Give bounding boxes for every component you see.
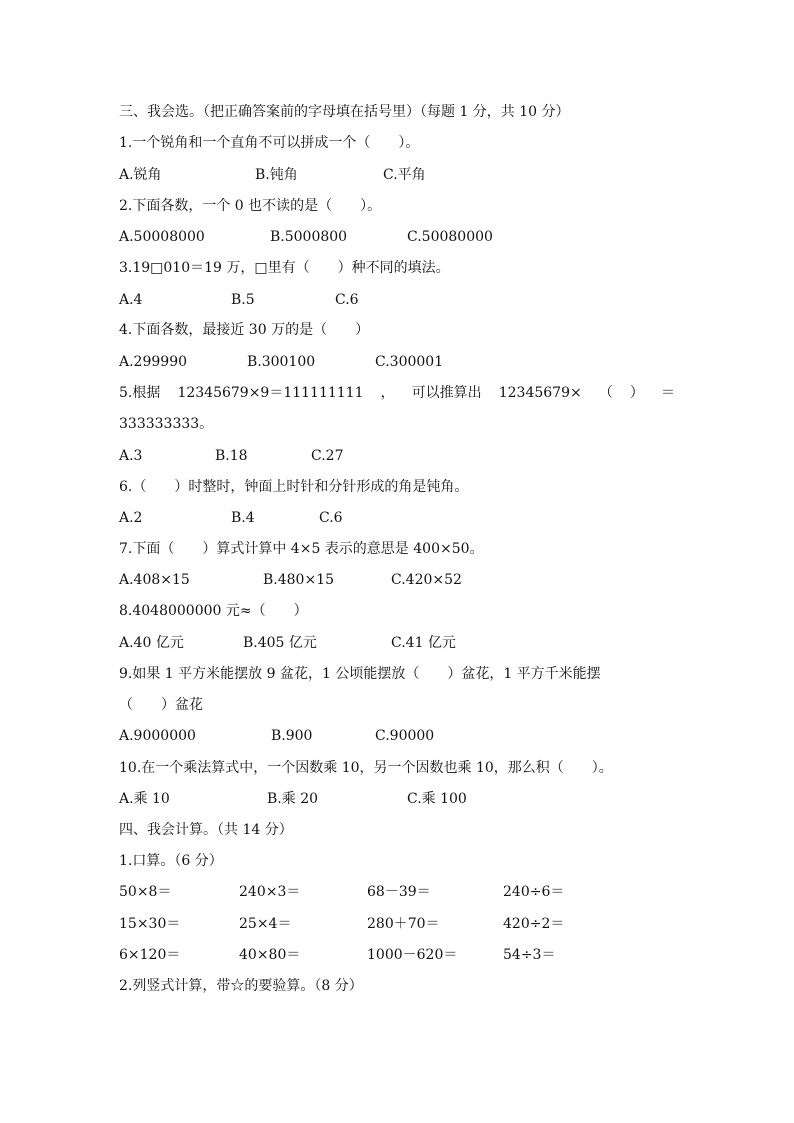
- q3-option-b: B.5: [231, 292, 255, 308]
- question-1-stem: 1.一个锐角和一个直角不可以拼成一个（ ）。: [119, 135, 420, 151]
- q6-option-b: B.4: [231, 510, 255, 526]
- q1-option-c: C.平角: [383, 167, 426, 183]
- q3-option-a: A.4: [119, 292, 143, 308]
- q6-option-a: A.2: [119, 510, 143, 526]
- q1-option-b: B.钝角: [255, 167, 298, 183]
- q4-option-c: C.300001: [375, 354, 444, 370]
- q10-option-a: A.乘 10: [119, 791, 170, 807]
- q5-stem-part: ，: [380, 385, 395, 401]
- q5-option-b: B.18: [215, 448, 248, 464]
- q1-option-a: A.锐角: [119, 167, 162, 183]
- oral-calc-item: 54÷3＝: [503, 947, 556, 963]
- oral-calc-item: 15×30＝: [119, 916, 181, 932]
- q7-option-b: B.480×15: [263, 572, 335, 588]
- oral-calc-item: 420÷2＝: [503, 916, 565, 932]
- q2-option-a: A.50008000: [119, 229, 205, 245]
- q9-option-c: C.90000: [375, 728, 435, 744]
- oral-calc-title: 1.口算。（6 分）: [119, 853, 223, 869]
- oral-calc-item: 6×120＝: [119, 947, 181, 963]
- q5-option-c: C.27: [311, 448, 344, 464]
- q4-option-b: B.300100: [247, 354, 316, 370]
- q7-option-a: A.408×15: [119, 572, 190, 588]
- q8-option-c: C.41 亿元: [391, 635, 456, 651]
- q9-option-a: A.9000000: [119, 728, 196, 744]
- q2-option-b: B.5000800: [270, 229, 348, 245]
- vertical-calc-title: 2.列竖式计算，带☆的要验算。（8 分）: [119, 978, 363, 994]
- q4-option-a: A.299990: [119, 354, 188, 370]
- question-3-stem: 3.19□010＝19 万，□里有（ ）种不同的填法。: [119, 260, 450, 276]
- section-4-heading: 四、我会计算。（共 14 分）: [119, 822, 293, 838]
- oral-calc-item: 50×8＝: [119, 884, 172, 900]
- q8-option-a: A.40 亿元: [119, 635, 184, 651]
- q5-stem-part: 5.根据: [119, 385, 161, 401]
- q7-option-c: C.420×52: [391, 572, 462, 588]
- question-7-stem: 7.下面（ ）算式计算中 4×5 表示的意思是 400×50。: [119, 541, 484, 557]
- question-6-stem: 6.（ ）时整时，钟面上时针和分针形成的角是钝角。: [119, 479, 469, 495]
- question-2-stem: 2.下面各数，一个 0 也不读的是（ ）。: [119, 198, 382, 214]
- oral-calc-item: 25×4＝: [239, 916, 292, 932]
- q5-stem-part: （: [598, 385, 613, 401]
- oral-calc-item: 40×80＝: [239, 947, 301, 963]
- question-8-stem: 8.4048000000 元≈（ ）: [119, 603, 308, 619]
- q10-option-b: B.乘 20: [267, 791, 319, 807]
- oral-calc-item: 68－39＝: [367, 884, 431, 900]
- q5-stem-part: ＝: [660, 385, 675, 401]
- oral-calc-item: 240×3＝: [239, 884, 301, 900]
- q5-stem-part: 12345679×: [498, 385, 582, 401]
- q6-option-c: C.6: [319, 510, 343, 526]
- q10-option-c: C.乘 100: [407, 791, 467, 807]
- question-10-stem: 10.在一个乘法算式中，一个因数乘 10，另一个因数也乘 10，那么积（ ）。: [119, 760, 613, 776]
- oral-calc-item: 1000－620＝: [367, 947, 458, 963]
- question-4-stem: 4.下面各数，最接近 30 万的是（ ）: [119, 322, 370, 338]
- q9-option-b: B.900: [271, 728, 313, 744]
- question-5-stem: [119, 384, 675, 402]
- q5-stem-part: 12345679×9＝111111111: [177, 385, 364, 401]
- oral-calc-item: 280＋70＝: [367, 916, 440, 932]
- q5-stem-part: ）: [629, 385, 644, 401]
- q5-stem-part: 可以推算出: [411, 385, 482, 401]
- q5-option-a: A.3: [119, 448, 143, 464]
- section-3-heading: 三、我会选。（把正确答案前的字母填在括号里）（每题 1 分，共 10 分）: [119, 104, 570, 120]
- question-9-stem-continued: （ ）盆花: [119, 697, 203, 713]
- oral-calc-item: 240÷6＝: [503, 884, 565, 900]
- q2-option-c: C.50080000: [407, 229, 493, 245]
- q3-option-c: C.6: [335, 292, 359, 308]
- question-5-stem-continued: 333333333。: [119, 416, 214, 432]
- question-9-stem: 9.如果 1 平方米能摆放 9 盆花，1 公顷能摆放（ ）盆花，1 平方千米能摆: [119, 666, 601, 682]
- q8-option-b: B.405 亿元: [243, 635, 317, 651]
